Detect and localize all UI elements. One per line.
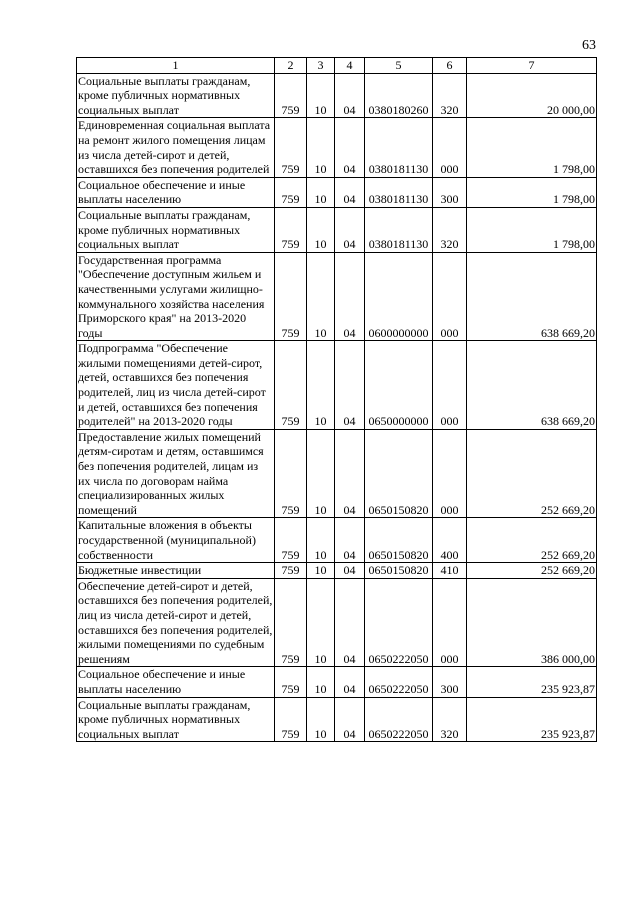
item-name-cell: Социальное обеспечение и иные выплаты населению	[77, 177, 275, 207]
code-col6-cell: 000	[433, 578, 467, 667]
item-name-cell: Бюджетные инвестиции	[77, 563, 275, 579]
item-name-cell: Социальное обеспечение и иные выплаты населению	[77, 667, 275, 697]
code-col3-cell: 10	[307, 207, 335, 252]
code-col2-cell: 759	[275, 118, 307, 177]
code-col5-cell: 0380181130	[365, 207, 433, 252]
item-name-cell: Подпрограмма "Обеспечение жилыми помещениями детей-сирот, детей, оставшихся без попечения родителей, лиц из числа детей-сирот и детей, оставшихся без попечения родителей" на 2013-2020 годы	[77, 341, 275, 430]
code-col6-cell: 000	[433, 429, 467, 518]
code-col4-cell: 04	[335, 518, 365, 563]
amount-cell: 638 669,20	[467, 252, 597, 341]
amount-cell: 1 798,00	[467, 177, 597, 207]
code-col2-cell: 759	[275, 578, 307, 667]
code-col5-cell: 0600000000	[365, 252, 433, 341]
code-col5-cell: 0380181130	[365, 177, 433, 207]
code-col4-cell: 04	[335, 429, 365, 518]
code-col3-cell: 10	[307, 177, 335, 207]
table-row	[77, 252, 597, 341]
code-col2-cell: 759	[275, 667, 307, 697]
amount-cell: 252 669,20	[467, 429, 597, 518]
amount-cell: 1 798,00	[467, 118, 597, 177]
table-row	[77, 429, 597, 518]
code-col4-cell: 04	[335, 667, 365, 697]
column-header: 6	[433, 58, 467, 74]
table-row	[77, 667, 597, 697]
code-col2-cell: 759	[275, 697, 307, 742]
code-col2-cell: 759	[275, 177, 307, 207]
table-row	[77, 177, 597, 207]
code-col6-cell: 000	[433, 252, 467, 341]
code-col5-cell: 0650222050	[365, 667, 433, 697]
table-row	[77, 73, 597, 118]
item-name-cell: Государственная программа "Обеспечение доступным жильем и качественными услугами жилищно-коммунального хозяйства населения Приморского края" на 2013-2020 годы	[77, 252, 275, 341]
item-name-cell: Капитальные вложения в объекты государственной (муниципальной) собственности	[77, 518, 275, 563]
code-col6-cell: 400	[433, 518, 467, 563]
code-col6-cell: 300	[433, 667, 467, 697]
column-header: 7	[467, 58, 597, 74]
budget-table	[76, 57, 597, 742]
code-col3-cell: 10	[307, 518, 335, 563]
code-col6-cell: 410	[433, 563, 467, 579]
table-body	[77, 73, 597, 742]
table-header-row	[77, 58, 597, 74]
code-col5-cell: 0650150820	[365, 563, 433, 579]
column-header: 1	[77, 58, 275, 74]
table-row	[77, 518, 597, 563]
item-name-cell: Единовременная социальная выплата на ремонт жилого помещения лицам из числа детей-сирот и детей, оставшихся без попечения родителей	[77, 118, 275, 177]
item-name-cell: Обеспечение детей-сирот и детей, оставшихся без попечения родителей, лиц из числа детей-сирот и детей, оставшихся без попечения родителей, жилыми помещениями по судебным решениям	[77, 578, 275, 667]
amount-cell: 252 669,20	[467, 518, 597, 563]
code-col2-cell: 759	[275, 563, 307, 579]
code-col4-cell: 04	[335, 252, 365, 341]
code-col5-cell: 0650000000	[365, 341, 433, 430]
code-col4-cell: 04	[335, 177, 365, 207]
code-col3-cell: 10	[307, 667, 335, 697]
code-col3-cell: 10	[307, 578, 335, 667]
code-col3-cell: 10	[307, 73, 335, 118]
code-col3-cell: 10	[307, 118, 335, 177]
table-row	[77, 697, 597, 742]
code-col4-cell: 04	[335, 563, 365, 579]
table-row	[77, 563, 597, 579]
code-col3-cell: 10	[307, 252, 335, 341]
amount-cell: 235 923,87	[467, 697, 597, 742]
code-col2-cell: 759	[275, 429, 307, 518]
item-name-cell: Социальные выплаты гражданам, кроме публичных нормативных социальных выплат	[77, 73, 275, 118]
code-col4-cell: 04	[335, 73, 365, 118]
amount-cell: 252 669,20	[467, 563, 597, 579]
code-col2-cell: 759	[275, 207, 307, 252]
column-header: 2	[275, 58, 307, 74]
code-col3-cell: 10	[307, 429, 335, 518]
table-row	[77, 341, 597, 430]
code-col5-cell: 0650150820	[365, 518, 433, 563]
code-col6-cell: 320	[433, 73, 467, 118]
item-name-cell: Социальные выплаты гражданам, кроме публичных нормативных социальных выплат	[77, 207, 275, 252]
code-col6-cell: 000	[433, 118, 467, 177]
item-name-cell: Социальные выплаты гражданам, кроме публичных нормативных социальных выплат	[77, 697, 275, 742]
code-col5-cell: 0380181130	[365, 118, 433, 177]
table-row	[77, 118, 597, 177]
column-header: 3	[307, 58, 335, 74]
code-col4-cell: 04	[335, 118, 365, 177]
code-col5-cell: 0650222050	[365, 697, 433, 742]
column-header: 5	[365, 58, 433, 74]
code-col6-cell: 300	[433, 177, 467, 207]
code-col2-cell: 759	[275, 252, 307, 341]
code-col3-cell: 10	[307, 563, 335, 579]
code-col5-cell: 0380180260	[365, 73, 433, 118]
code-col2-cell: 759	[275, 341, 307, 430]
amount-cell: 638 669,20	[467, 341, 597, 430]
amount-cell: 20 000,00	[467, 73, 597, 118]
code-col6-cell: 000	[433, 341, 467, 430]
code-col2-cell: 759	[275, 73, 307, 118]
column-header: 4	[335, 58, 365, 74]
code-col4-cell: 04	[335, 341, 365, 430]
code-col5-cell: 0650150820	[365, 429, 433, 518]
page-number: 63	[582, 38, 596, 53]
code-col4-cell: 04	[335, 697, 365, 742]
code-col5-cell: 0650222050	[365, 578, 433, 667]
amount-cell: 1 798,00	[467, 207, 597, 252]
code-col6-cell: 320	[433, 697, 467, 742]
table-row	[77, 578, 597, 667]
code-col3-cell: 10	[307, 697, 335, 742]
item-name-cell: Предоставление жилых помещений детям-сиротам и детям, оставшимся без попечения родителей, лицам из их числа по договорам найма специализированных жилых помещений	[77, 429, 275, 518]
code-col3-cell: 10	[307, 341, 335, 430]
amount-cell: 235 923,87	[467, 667, 597, 697]
code-col4-cell: 04	[335, 207, 365, 252]
table-row	[77, 207, 597, 252]
amount-cell: 386 000,00	[467, 578, 597, 667]
code-col2-cell: 759	[275, 518, 307, 563]
code-col4-cell: 04	[335, 578, 365, 667]
code-col6-cell: 320	[433, 207, 467, 252]
